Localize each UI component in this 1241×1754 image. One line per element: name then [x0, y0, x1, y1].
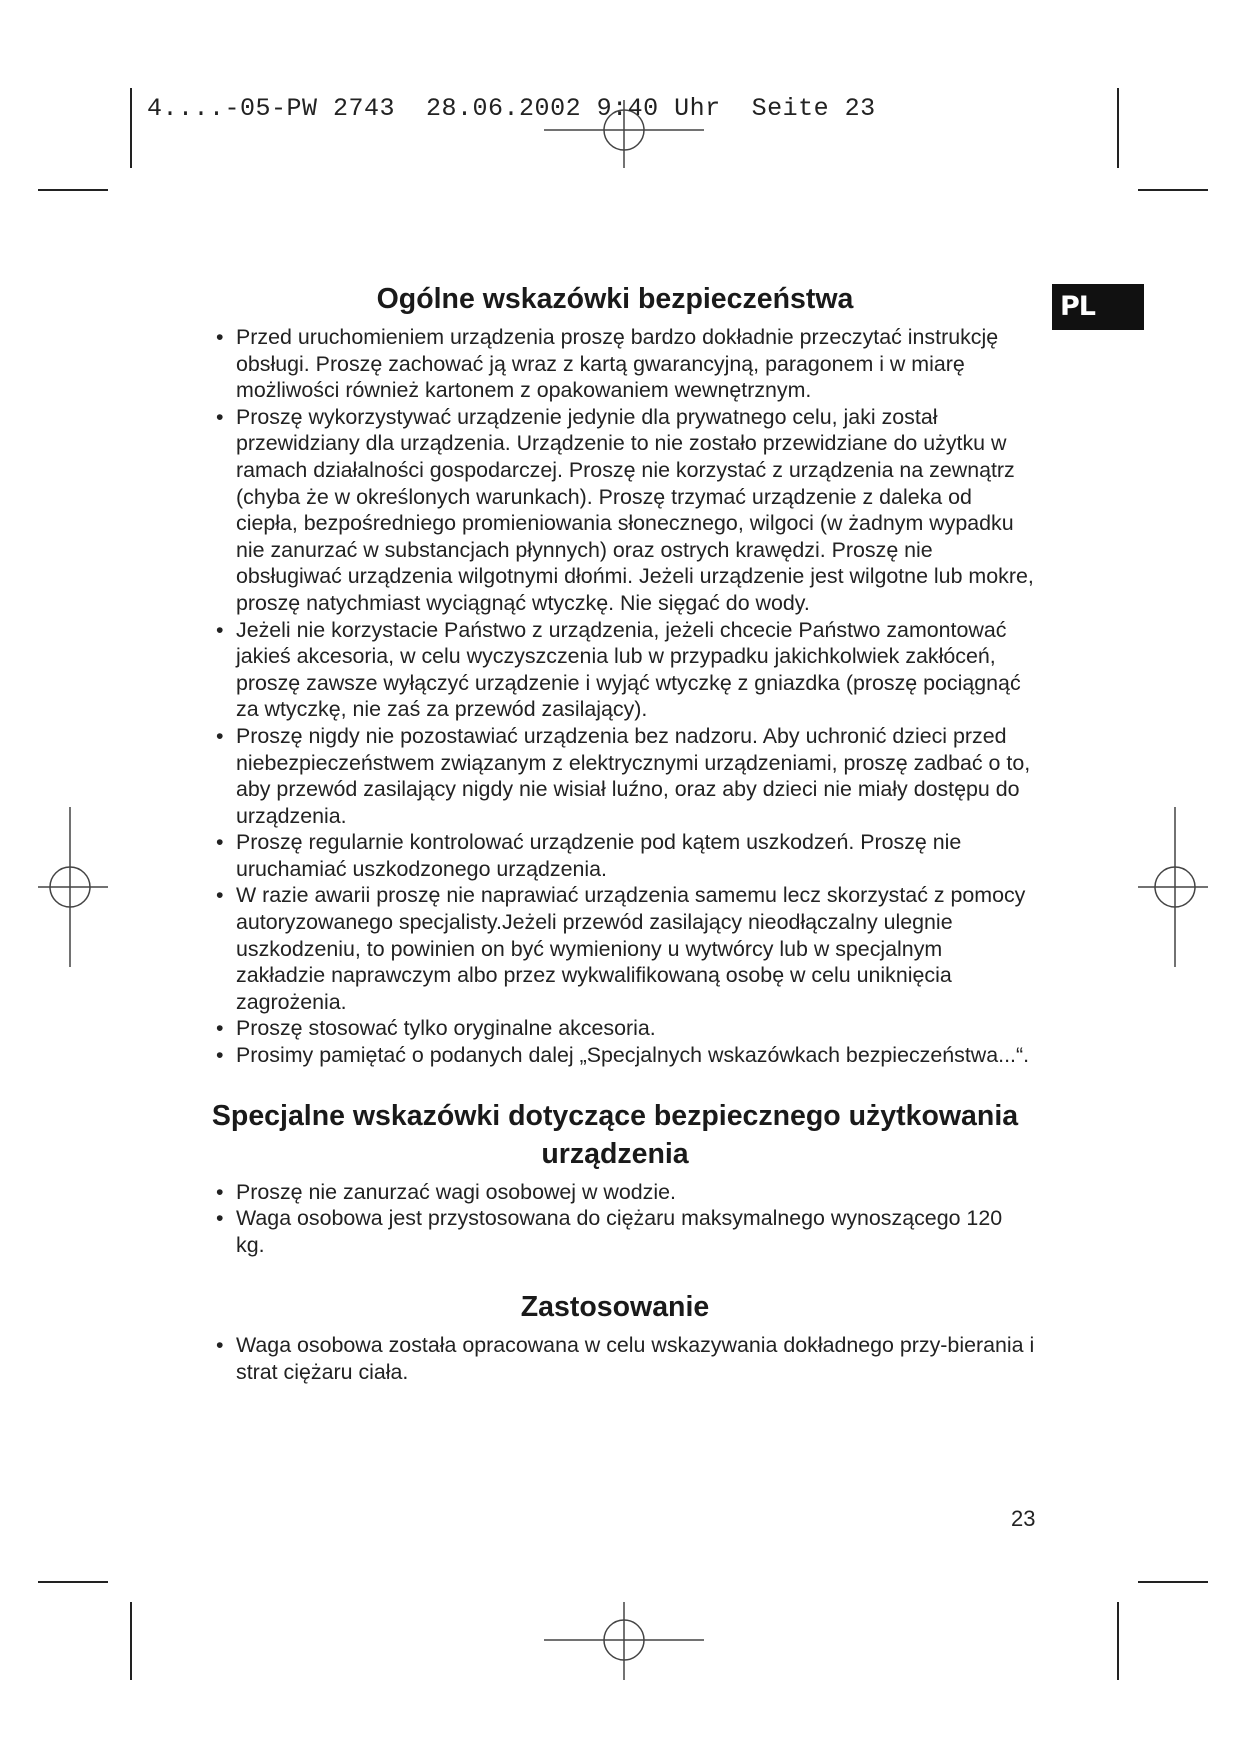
section-title-special-safety: Specjalne wskazówki dotyczące bezpiecznego użytkowania urządzenia [211, 1099, 1019, 1170]
list-item: • Proszę regularnie kontrolować urządzenie pod kątem uszkodzeń. Proszę nie uruchamiać uszkodzonego urządzenia. [216, 830, 962, 881]
list-item: • W razie awarii proszę nie naprawiać urządzenia samemu lecz skorzystać z pomocy autoryzowanego specjalisty.Jeżeli przewód zasilający nieodłączalny ulegnie uszkodzeniu, to powinien on być wymieniony u wytwórcy lub w specjalnym zakładzie naprawczym albo przez wykwalifikowaną osobę w celu uniknięcia zagrożenia. [216, 883, 1026, 1014]
list-item: • Waga osobowa została opracowana w celu wskazywania dokładnego przy-bierania i strat ciężaru ciała. [216, 1333, 1035, 1384]
section-title-general-safety: Ogólne wskazówki bezpieczeństwa [376, 283, 854, 315]
general-safety-list [194, 324, 1036, 1069]
print-slug-header: 4....-05-PW 2743 28.06.2002 9:40 Uhr Seite 23 [147, 94, 876, 123]
registration-mark-left [38, 807, 108, 967]
list-item: • Proszę nigdy nie pozostawiać urządzenia bez nadzoru. Aby uchronić dzieci przed niebezpieczeństwem związanym z elektrycznymi urządzeniami, proszę zadbać o to, aby przewód zasilający nigdy nie wisiał luźno, oraz aby dzieci nie miały dostępu do urządzenia. [216, 723, 1031, 828]
registration-mark-right [1138, 807, 1208, 967]
usage-list [194, 1332, 1036, 1385]
section-title-usage: Zastosowanie [520, 1291, 710, 1324]
list-item: • Proszę stosować tylko oryginalne akcesoria. [216, 1016, 656, 1041]
special-safety-list [194, 1179, 1036, 1259]
page-content [194, 280, 1036, 1386]
list-item: • Proszę wykorzystywać urządzenie jedynie dla prywatnego celu, jaki został przewidziany dla urządzenia. Urządzenie to nie zostało przewidziane do użytku w ramach działalności gospodarczej. Proszę nie korzystać z urządzenia na zewnątrz (chyba że w określonych warunkach). Proszę trzymać urządzenie z daleka od ciepła, bezpośredniego promieniowania słonecznego, wilgoci (w żadnym wypadku nie zanurzać w substancjach płynnych) oraz ostrych krawędzi. Proszę nie obsługiwać urządzenia wilgotnymi dłońmi. Jeżeli urządzenie jest wilgotne lub mokre, proszę natychmiast wyciągnąć wtyczkę. Nie sięgać do wody. [216, 404, 1034, 615]
list-item: • Jeżeli nie korzystacie Państwo z urządzenia, jeżeli chcecie Państwo zamontować jakieś akcesoria, w celu wyczyszczenia lub w przypadku jakichkolwiek zakłóceń, proszę zawsze wyłączyć urządzenie i wyjąć wtyczkę z gniazdka (proszę pociągnąć za wtyczkę, nie zaś za przewód zasilający). [216, 617, 1021, 722]
language-tab: PL [1052, 284, 1144, 330]
registration-mark-bottom [544, 1602, 704, 1680]
list-item: • Waga osobowa jest przystosowana do ciężaru maksymalnego wynoszącego 120 kg. [216, 1206, 1003, 1257]
list-item: • Przed uruchomieniem urządzenia proszę bardzo dokładnie przeczytać instrukcję obsługi. Proszę zachować ją wraz z kartą gwarancyjną, paragonem i w miarę możliwości również kartonem z opakowaniem wewnętrznym. [216, 325, 999, 403]
list-item: • Proszę nie zanurzać wagi osobowej w wodzie. [216, 1179, 676, 1204]
list-item: • Prosimy pamiętać o podanych dalej „Specjalnych wskazówkach bezpieczeństwa...“. [216, 1043, 1030, 1068]
page-number: 23 [1011, 1506, 1036, 1531]
